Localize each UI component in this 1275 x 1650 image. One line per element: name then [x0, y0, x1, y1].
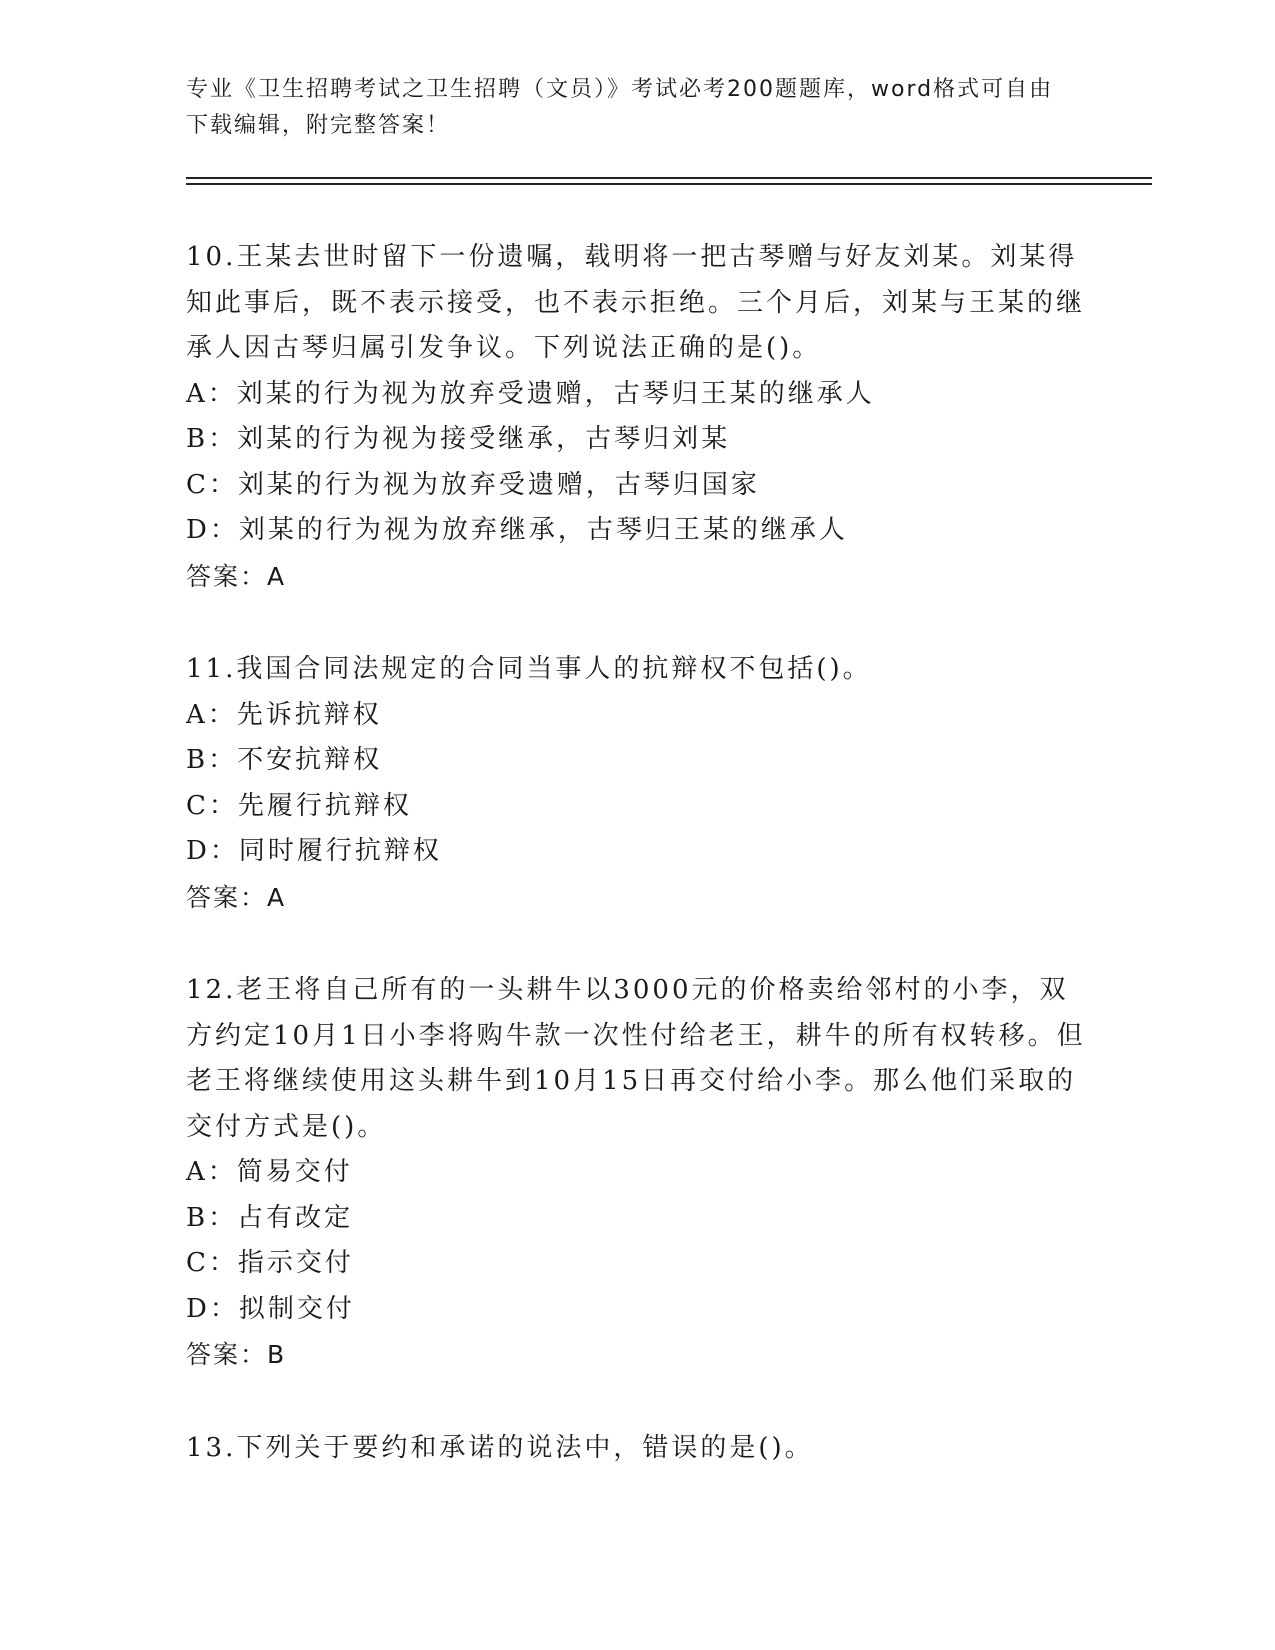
question-text: 11.我国合同法规定的合同当事人的抗辩权不包括()。 [186, 654, 872, 684]
option-a: A：刘某的行为视为放弃受遗赠，古琴归王某的继承人 [186, 378, 875, 409]
question-text: 12.老王将自己所有的一头耕牛以3000元的价格卖给邻村的小李，双方约定10月1日小李将购牛款一次性付给老王，耕牛的所有权转移。但老王将继续使用这头耕牛到10月15日再交付给小李。那么他们采取的交付方式是()。 [186, 975, 1086, 1142]
question-12 [186, 968, 1086, 1378]
option-c: C：指示交付 [186, 1248, 354, 1278]
question-list [186, 235, 1086, 1519]
option-a: A：简易交付 [186, 1157, 353, 1187]
question-13 [186, 1426, 1086, 1472]
document-header: 专业《卫生招聘考试之卫生招聘（文员）》考试必考200题题库，word格式可自由下载编辑，附完整答案！ [186, 77, 1054, 138]
question-text: 13.下列关于要约和承诺的说法中，错误的是()。 [186, 1432, 814, 1463]
answer: 答案：B [186, 1340, 287, 1369]
option-b: B：刘某的行为视为接受继承，古琴归刘某 [186, 424, 731, 454]
header-rule-bottom [186, 183, 1152, 185]
option-a: A：先诉抗辩权 [186, 699, 382, 730]
option-d: D：同时履行抗辩权 [186, 836, 442, 866]
option-d: D：拟制交付 [186, 1293, 355, 1324]
question-11 [186, 647, 1086, 920]
option-c: C：刘某的行为视为放弃受遗赠，古琴归国家 [186, 469, 760, 500]
option-c: C：先履行抗辩权 [186, 790, 412, 821]
question-text: 10.王某去世时留下一份遗嘱，载明将一把古琴赠与好友刘某。刘某得知此事后，既不表示接受，也不表示拒绝。三个月后，刘某与王某的继承人因古琴归属引发争议。下列说法正确的是()。 [186, 242, 1086, 363]
option-b: B：占有改定 [186, 1202, 354, 1233]
question-10 [186, 235, 1086, 599]
header-rule-top [186, 177, 1152, 179]
option-b: B：不安抗辩权 [186, 745, 383, 775]
option-d: D：刘某的行为视为放弃继承，古琴归王某的继承人 [186, 515, 848, 545]
answer: 答案：A [186, 882, 287, 912]
answer: 答案：A [186, 561, 287, 591]
